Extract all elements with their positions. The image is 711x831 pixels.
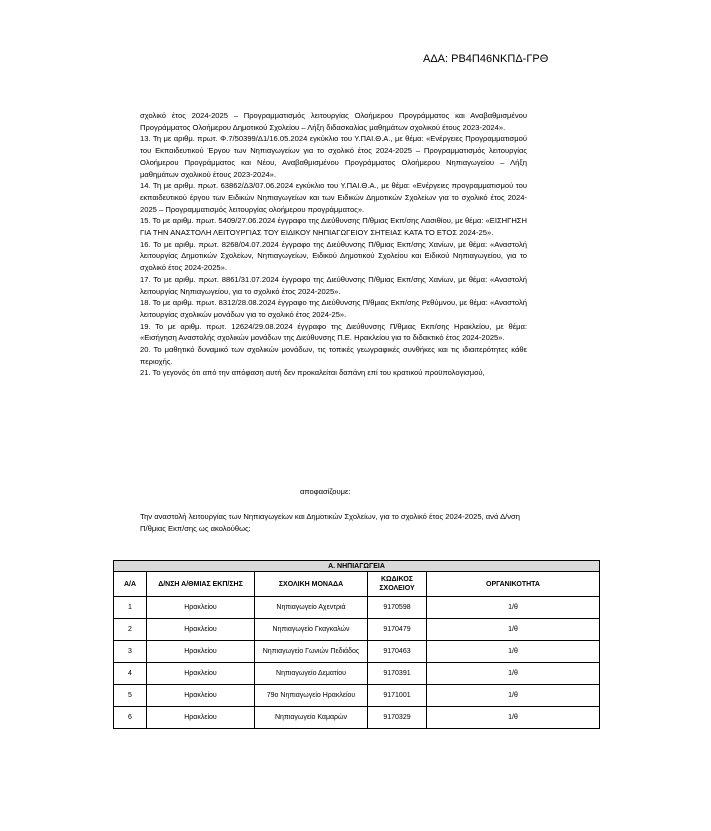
cell: Νηπιαγωγείο Δεματίου (255, 663, 368, 685)
table-row (114, 663, 600, 685)
decision-intro: Την αναστολή λειτουργίας των Νηπιαγωγείων και Δημοτικών Σχολείων, για το σχολικό έτος 2024-2025, ανά Δ/νση Π/θμιας Εκπ/σης ως ακολούθως: (140, 512, 520, 533)
cell: 1/θ (427, 619, 600, 641)
table-row (114, 619, 600, 641)
cell: Νηπιαγωγείο Καμαρών (255, 707, 368, 729)
paragraph: 20. Το μαθητικό δυναμικό των σχολικών μονάδων, τις τοπικές γεωγραφικές συνθήκες και τις ιδιαιτερότητες κάθε περιοχής. (140, 345, 527, 366)
cell: 9170463 (368, 641, 427, 663)
decision-heading: αποφασίζουμε: (300, 487, 351, 496)
cell: 9170598 (368, 597, 427, 619)
cell: Νηπιαγωγείο Γκαγκαλών (255, 619, 368, 641)
cell: 1/θ (427, 641, 600, 663)
table-row (114, 597, 600, 619)
cell: 5 (114, 685, 147, 707)
cell: Ηρακλείου (147, 663, 255, 685)
paragraph: 17. Το με αριθμ. πρωτ. 8861/31.07.2024 έγγραφο της Διεύθυνσης Π/θμιας Εκπ/σης Χανίων, με θέμα: «Αναστολή λειτουργίας Νηπιαγωγείου, για το σχολικό έτος 2024-2025». (140, 274, 527, 296)
cell: Ηρακλείου (147, 619, 255, 641)
cell: 9171001 (368, 685, 427, 707)
ada-code: ΑΔΑ: ΡΒ4Π46ΝΚΠΔ-ΓΡΘ (423, 53, 549, 65)
cell: Νηπιαγωγείο Αχεντριά (255, 597, 368, 619)
cell: Ηρακλείου (147, 707, 255, 729)
paragraph: 13. Τη με αριθμ. πρωτ. Φ.7/50399/Δ1/16.05.2024 εγκύκλιο του Υ.ΠΑΙ.Θ.Α., με θέμα: «Ενέργειες Προγραμματισμού του Εκπαιδευτικού Έργου των Νηπιαγωγείων για το σχολικό έτος 2024-2025 – Προγραμματισμός λειτουργίας Ολοήμερου Προγράμματος και Νέου, Αναβαθμισμένου Προγράμματος Ολοήμερου Νηπιαγωγείου – Λήξη μαθημάτων σχολικού έτους 2023-2024». (140, 134, 527, 179)
paragraph: 19. Το με αριθμ. πρωτ. 12624/29.08.2024 έγγραφο της Διεύθυνσης Π/θμιας Εκπ/σης Ηρακλείου, με θέμα: «Εισήγηση Αναστολής σχολικών μονάδων της Διεύθυνσης Π.Ε. Ηρακλείου για το διδακτικό έτος 2024-2025». (140, 321, 527, 343)
cell: 6 (114, 707, 147, 729)
cell: 1 (114, 597, 147, 619)
cell: Ηρακλείου (147, 685, 255, 707)
schools-table (113, 560, 600, 729)
cell: 2 (114, 619, 147, 641)
cell: Ηρακλείου (147, 641, 255, 663)
table-row (114, 685, 600, 707)
col-header: ΚΩΔΙΚΟΣ ΣΧΟΛΕΙΟΥ (368, 572, 427, 597)
cell: 79ο Νηπιαγωγείο Ηρακλείου (255, 685, 368, 707)
cell: 1/θ (427, 707, 600, 729)
paragraph: 15. Το με αριθμ. πρωτ. 5409/27.06.2024 έγγραφο της Διεύθυνσης Π/θμιας Εκπ/σης Λασιθίου, με θέμα: «ΕΙΣΗΓΗΣΗ ΓΙΑ ΤΗΝ ΑΝΑΣΤΟΛΗ ΛΕΙΤΟΥΡΓΙΑΣ ΤΟΥ ΕΙΔΙΚΟΥ ΝΗΠΙΑΓΩΓΕΙΟΥ ΣΗΤΕΙΑΣ ΚΑΤΑ ΤΟ ΕΤΟΣ 2024-25». (140, 216, 527, 238)
paragraph: 21. Το γεγονός ότι από την απόφαση αυτή δεν προκαλείται δαπάνη επί του κρατικού προϋπολογισμού, (140, 368, 485, 378)
table-row (114, 641, 600, 663)
cell: 9170329 (368, 707, 427, 729)
paragraph: 18. Το με αριθμ. πρωτ. 8312/28.08.2024 έγγραφο της Διεύθυνσης Π/θμιας Εκπ/σης Ρεθύμνου, με θέμα: «Αναστολή λειτουργίας σχολικών μονάδων για το σχολικό έτος 2024-25». (140, 298, 527, 319)
col-header: ΟΡΓΑΝΙΚΟΤΗΤΑ (427, 572, 600, 597)
col-header: Δ/ΝΣΗ Α/ΘΜΙΑΣ ΕΚΠ/ΣΗΣ (147, 572, 255, 597)
table-section-title: Α. ΝΗΠΙΑΓΩΓΕΙΑ (114, 561, 600, 572)
cell: 9170479 (368, 619, 427, 641)
cell: Νηπιαγωγείο Γωνιών Πεδιάδος (255, 641, 368, 663)
col-header: ΣΧΟΛΙΚΗ ΜΟΝΑΔΑ (255, 572, 368, 597)
cell: 3 (114, 641, 147, 663)
cell: 9170391 (368, 663, 427, 685)
cell: 1/θ (427, 663, 600, 685)
cell: 4 (114, 663, 147, 685)
cell: Ηρακλείου (147, 597, 255, 619)
paragraph: σχολικό έτος 2024-2025 – Προγραμματισμός λειτουργίας Ολοήμερου Προγράμματος και Αναβαθμισμένου Προγράμματος Ολοήμερου Δημοτικού Σχολείου – Λήξη διδασκαλίας μαθημάτων σχολικού έτους 2023-2024». (140, 111, 527, 132)
col-header: Α/Α (114, 572, 147, 597)
table-row (114, 707, 600, 729)
paragraph: 16. Το με αριθμ. πρωτ. 8268/04.07.2024 έγγραφο της Διεύθυνσης Π/θμιας Εκπ/σης Χανίων, με θέμα: «Αναστολή λειτουργίας Δημοτικών Σχολείων, Νηπιαγωγείων, Ειδικού Δημοτικού Σχολείου και Ειδικού Νηπιαγωγείου, για το σχολικό έτος 2024-2025». (140, 239, 527, 273)
document-body (140, 110, 527, 379)
cell: 1/θ (427, 597, 600, 619)
paragraph: 14. Τη με αριθμ. πρωτ. 63862/Δ3/07.06.2024 εγκύκλιο του Υ.ΠΑΙ.Θ.Α., με θέμα: «Ενέργειες προγραμματισμού του εκπαιδευτικού έργου των Ειδικών Νηπιαγωγείων και των Ειδικών Δημοτικών Σχολείων για το σχολικό έτος 2024-2025 – Προγραμματισμός λειτουργίας ολοήμερου προγράμματος». (140, 181, 527, 214)
cell: 1/θ (427, 685, 600, 707)
